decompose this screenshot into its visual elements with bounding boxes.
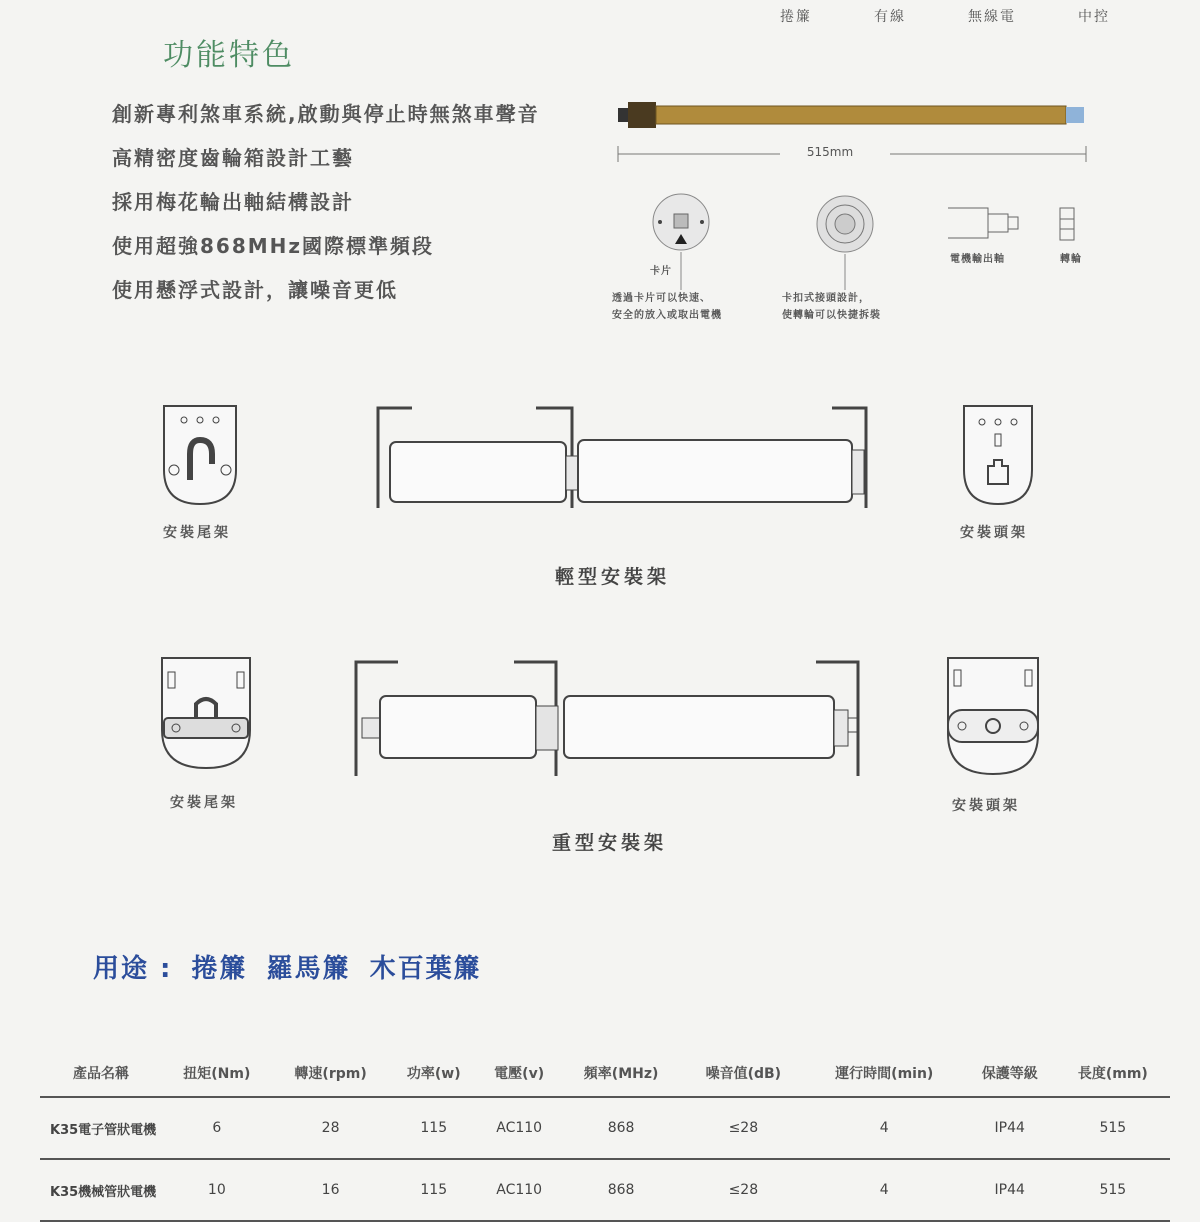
cell-speed: 28 (272, 1097, 390, 1159)
heavy-mount-title: 重型安裝架 (552, 832, 668, 854)
clip-note-line: 安全的放入或取出電機 (612, 310, 722, 321)
uses-prefix: 用途 : (93, 954, 184, 984)
light-tail-label: 安裝尾架 (163, 525, 231, 541)
wheel-label: 轉輪 (1060, 254, 1082, 265)
header-voltage: 電壓(v) (478, 1050, 560, 1097)
light-tail-bracket-icon (160, 404, 240, 510)
category-wireless: 無線電 (968, 9, 1016, 25)
category-row (780, 6, 1110, 26)
cell-torque: 10 (162, 1159, 272, 1221)
table-row (40, 1097, 1170, 1159)
cell-power: 115 (390, 1159, 478, 1221)
cell-run-time: 4 (805, 1159, 964, 1221)
feature-item: 使用懸浮式設計，讓噪音更低 (112, 278, 398, 302)
spec-table (40, 1050, 1170, 1222)
cell-frequency: 868 (560, 1097, 682, 1159)
snap-note-line: 使轉輪可以快捷拆裝 (782, 310, 881, 321)
motor-length-label: 515mm (780, 145, 880, 159)
header-length: 長度(mm) (1056, 1050, 1170, 1097)
light-mount-assembly (372, 402, 876, 514)
clip-label: 卡片 (650, 266, 672, 277)
header-noise: 噪音值(dB) (682, 1050, 805, 1097)
cell-protection: IP44 (964, 1159, 1056, 1221)
snap-note (782, 290, 881, 324)
output-shaft-icon (944, 204, 1084, 244)
cell-length: 515 (1056, 1159, 1170, 1221)
cell-power: 115 (390, 1097, 478, 1159)
feature-list (112, 98, 540, 318)
cell-protection: IP44 (964, 1097, 1056, 1159)
use-item: 木百葉簾 (369, 954, 482, 984)
category-central-control: 中控 (1078, 9, 1110, 25)
header-product-name: 產品名稱 (40, 1050, 162, 1097)
clip-note (612, 290, 722, 324)
cell-voltage: AC110 (478, 1159, 560, 1221)
spec-header-row (40, 1050, 1170, 1097)
feature-item: 創新專利煞車系統,啟動與停止時無煞車聲音 (112, 102, 540, 126)
feature-item: 使用超強868MHz國際標準頻段 (112, 234, 435, 258)
heavy-tail-label: 安裝尾架 (170, 795, 238, 811)
heavy-tail-bracket-icon (158, 656, 254, 772)
header-torque: 扭矩(Nm) (162, 1050, 272, 1097)
snap-note-line: 卡扣式接頭設計， (782, 293, 870, 304)
table-row (40, 1159, 1170, 1221)
heavy-head-bracket-icon (944, 656, 1042, 778)
cell-run-time: 4 (805, 1097, 964, 1159)
header-run-time: 運行時間(min) (805, 1050, 964, 1097)
header-protection: 保護等級 (964, 1050, 1056, 1097)
clip-note-line: 透過卡片可以快速、 (612, 293, 711, 304)
feature-item: 高精密度齒輪箱設計工藝 (112, 146, 354, 170)
feature-item: 採用梅花輪出軸結構設計 (112, 190, 354, 214)
heavy-mount-assembly (350, 656, 870, 780)
cell-noise: ≤28 (682, 1097, 805, 1159)
use-item: 羅馬簾 (266, 954, 351, 984)
category-wired: 有線 (874, 9, 906, 25)
header-speed: 轉速(rpm) (272, 1050, 390, 1097)
cell-product-name: K35電子管狀電機 (40, 1097, 162, 1159)
category-roller-blind: 捲簾 (780, 9, 812, 25)
light-mount-title: 輕型安裝架 (555, 566, 671, 588)
cell-voltage: AC110 (478, 1097, 560, 1159)
cell-frequency: 868 (560, 1159, 682, 1221)
header-power: 功率(w) (390, 1050, 478, 1097)
light-head-bracket-icon (960, 404, 1036, 510)
light-head-label: 安裝頭架 (960, 525, 1028, 541)
use-item: 捲簾 (191, 954, 248, 984)
uses-line (93, 948, 490, 985)
snap-connector-icon (812, 192, 882, 292)
cell-noise: ≤28 (682, 1159, 805, 1221)
header-frequency: 頻率(MHz) (560, 1050, 682, 1097)
cell-length: 515 (1056, 1097, 1170, 1159)
output-shaft-label: 電機輸出軸 (950, 254, 1005, 265)
cell-torque: 6 (162, 1097, 272, 1159)
heavy-head-label: 安裝頭架 (952, 798, 1020, 814)
section-title: 功能特色 (163, 38, 295, 73)
cell-product-name: K35機械管狀電機 (40, 1159, 162, 1221)
cell-speed: 16 (272, 1159, 390, 1221)
